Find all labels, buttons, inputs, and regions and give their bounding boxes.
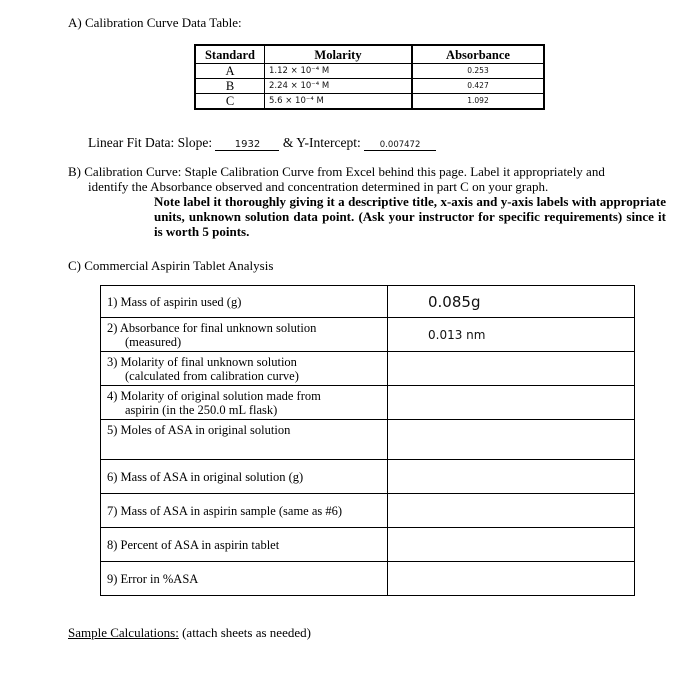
answer-cell[interactable] <box>388 460 635 494</box>
question-label: 8) Percent of ASA in aspirin tablet <box>107 537 280 552</box>
section-b <box>68 164 678 239</box>
intercept-label: & Y-Intercept: <box>282 135 361 150</box>
question-label: 9) Error in %ASA <box>107 571 199 586</box>
table-row <box>195 79 544 94</box>
table-row <box>101 494 635 528</box>
molarity-cell[interactable]: 2.24 × 10⁻⁴ M <box>265 79 413 94</box>
table-row <box>101 528 635 562</box>
slope-value[interactable]: 1932 <box>215 139 279 151</box>
intercept-value[interactable]: 0.007472 <box>364 140 436 151</box>
question-label: 7) Mass of ASA in aspirin sample (same as #6) <box>107 503 343 518</box>
question-cell <box>101 460 388 494</box>
section-b-line1: B) Calibration Curve: Staple Calibration Curve from Excel behind this page. Label it appropriately and <box>68 164 605 179</box>
table-row <box>101 420 635 460</box>
table-row <box>101 352 635 386</box>
table-row <box>101 318 635 352</box>
answer-cell[interactable]: 0.085g <box>388 286 635 318</box>
sample-calc-note: (attach sheets as needed) <box>182 625 311 640</box>
question-cell <box>101 318 388 352</box>
answer-cell[interactable] <box>388 528 635 562</box>
table-row <box>195 94 544 110</box>
standard-cell: A <box>195 64 265 79</box>
question-cell <box>101 494 388 528</box>
sample-calc-label: Sample Calculations: <box>68 625 179 640</box>
question-label: 6) Mass of ASA in original solution (g) <box>107 469 304 484</box>
question-cell <box>101 386 388 420</box>
section-c-title: C) Commercial Aspirin Tablet Analysis <box>68 258 274 273</box>
calibration-header-row <box>195 45 544 64</box>
section-b-line2: identify the Absorbance observed and concentration determined in part C on your graph. <box>88 179 549 194</box>
answer-cell[interactable] <box>388 420 635 460</box>
table-row <box>101 562 635 596</box>
absorbance-cell[interactable]: 0.253 <box>412 64 544 79</box>
table-row <box>101 386 635 420</box>
header-standard: Standard <box>195 45 265 64</box>
calibration-table <box>194 44 545 110</box>
question-cell <box>101 286 388 318</box>
question-label: 5) Moles of ASA in original solution <box>107 423 291 437</box>
table-row <box>195 64 544 79</box>
question-label: 1) Mass of aspirin used (g) <box>107 294 242 309</box>
question-cell <box>101 528 388 562</box>
question-cell <box>101 352 388 386</box>
question-sublabel: aspirin (in the 250.0 mL flask) <box>125 402 278 417</box>
sample-calculations <box>68 625 311 641</box>
standard-cell: B <box>195 79 265 94</box>
answer-cell[interactable] <box>388 352 635 386</box>
question-sublabel: (calculated from calibration curve) <box>125 368 299 383</box>
answer-cell[interactable] <box>388 386 635 420</box>
header-absorbance: Absorbance <box>412 45 544 64</box>
section-a-title: A) Calibration Curve Data Table: <box>68 15 242 30</box>
absorbance-cell[interactable]: 1.092 <box>412 94 544 110</box>
question-sublabel: (measured) <box>125 334 182 349</box>
table-row <box>101 460 635 494</box>
absorbance-cell[interactable]: 0.427 <box>412 79 544 94</box>
header-molarity: Molarity <box>265 45 413 64</box>
question-label: 4) Molarity of original solution made from <box>107 388 321 403</box>
section-b-note: Note label it thoroughly giving it a descriptive title, x-axis and y-axis labels with appropriate units, unknown solution data point. (Ask your instructor for specific requirements) since it is worth 5 points. <box>154 194 666 239</box>
linear-fit-line <box>88 135 436 151</box>
molarity-cell[interactable]: 5.6 × 10⁻⁴ M <box>265 94 413 110</box>
table-row <box>101 286 635 318</box>
answer-cell[interactable]: 0.013 nm <box>388 318 635 352</box>
question-label: 2) Absorbance for final unknown solution <box>107 320 317 335</box>
answer-cell[interactable] <box>388 494 635 528</box>
question-label: 3) Molarity of final unknown solution <box>107 354 297 369</box>
standard-cell: C <box>195 94 265 110</box>
question-cell <box>101 562 388 596</box>
aspirin-table <box>100 285 635 596</box>
question-cell <box>101 420 388 460</box>
answer-cell[interactable] <box>388 562 635 596</box>
molarity-cell[interactable]: 1.12 × 10⁻⁴ M <box>265 64 413 79</box>
linear-fit-label: Linear Fit Data: Slope: <box>88 135 213 150</box>
